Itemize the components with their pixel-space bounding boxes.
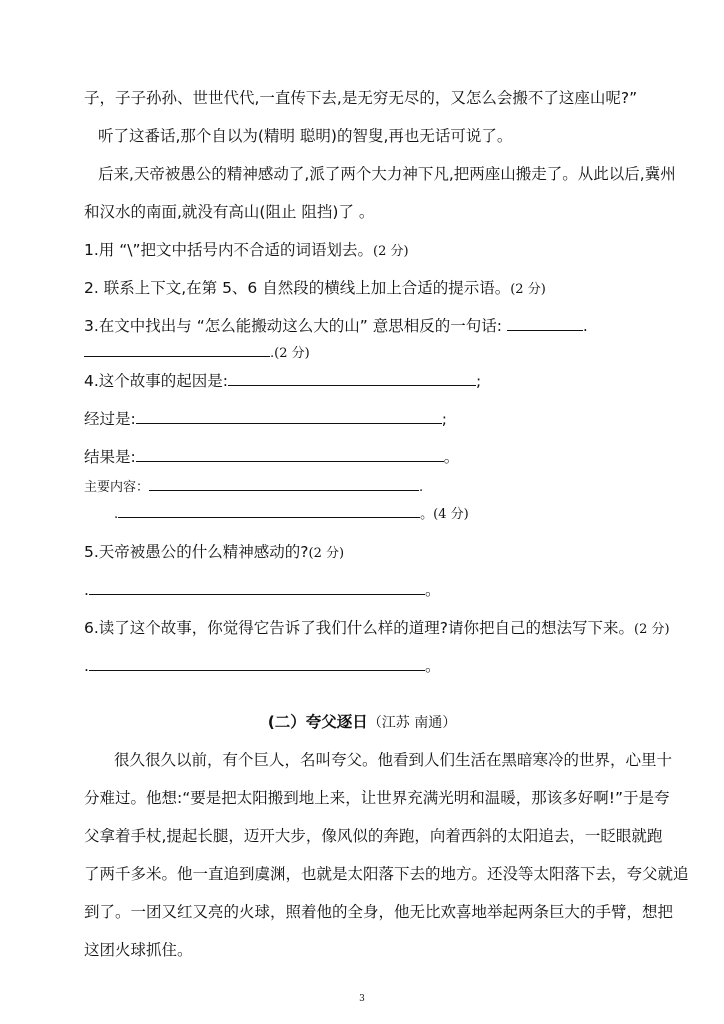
story-line: 这团火球抓住。 — [84, 941, 193, 959]
story-line: 父拿着手杖,提起长腿，迈开大步，像风似的奔跑，向着西斜的太阳追去，一眨眼就跑 — [84, 827, 663, 845]
passage-line: 子，子子孙孙、世世代代,一直传下去,是无穷无尽的，又怎么会搬不了这座山呢?” — [84, 89, 638, 107]
answer-blank[interactable] — [136, 447, 444, 462]
question-4 — [84, 369, 481, 391]
answer-blank[interactable] — [228, 371, 476, 386]
section-heading: (二）夸父逐日 — [267, 713, 368, 731]
punct: . — [419, 480, 424, 495]
punct: ; — [441, 410, 447, 428]
question-6-answer — [84, 654, 440, 676]
question-4-result — [84, 445, 459, 467]
story-line: 分难过。他想:“要是把太阳搬到地上来，让世界充满光明和温暖，那该多好啊!”于是夸 — [84, 789, 670, 807]
question-1 — [84, 238, 409, 260]
passage-line: 后来,天帝被愚公的精神感动了,派了两个大力神下凡,把两座山搬走了。从此以后,冀州 — [98, 165, 676, 183]
page-number: 3 — [359, 994, 365, 1004]
question-3 — [84, 314, 588, 336]
question-6 — [84, 616, 670, 638]
score: (2 分) — [510, 282, 546, 297]
story-line: 了两千多米。他一直追到虞渊，也就是太阳落下去的地方。还没等太阳落下去，夸父就追 — [84, 865, 689, 883]
section-source: （江苏 南通） — [367, 715, 457, 731]
label: 结果是: — [84, 448, 136, 466]
question-text: 2. 联系上下文,在第 5、6 自然段的横线上加上合适的提示语。 — [84, 279, 511, 297]
question-4-main — [84, 476, 423, 495]
answer-blank[interactable] — [149, 478, 419, 491]
punct: . — [84, 581, 89, 599]
passage-line: 和汉水的南面,就没有高山(阻止 阻挡)了 。 — [84, 203, 375, 221]
story-line: 到了。一团又红又亮的火球，照着他的全身，他无比欢喜地举起两条巨大的手臂，想把 — [84, 903, 674, 921]
question-text: 4.这个故事的起因是: — [84, 372, 229, 390]
answer-blank[interactable] — [118, 505, 420, 518]
question-5-answer — [84, 578, 440, 600]
label: 主要内容： — [84, 480, 150, 495]
punct: 。 — [424, 581, 441, 599]
question-4-process — [84, 407, 447, 429]
question-4-main-cont — [114, 503, 469, 522]
question-text: 6.读了这个故事，你觉得它告诉了我们什么样的道理?请你把自己的想法写下来。 — [84, 619, 635, 637]
answer-blank[interactable] — [507, 316, 583, 331]
punct: . — [582, 317, 588, 335]
answer-blank[interactable] — [89, 580, 425, 595]
question-text: 5.天帝被愚公的什么精神感动的? — [84, 543, 309, 561]
score: (2 分) — [308, 546, 345, 561]
story-line: 很久很久以前，有个巨人，名叫夸父。他看到人们生活在黑暗寒冷的世界，心里十 — [114, 751, 673, 769]
passage-line: 听了这番话,那个自以为(精明 聪明)的智叟,再也无话可说了。 — [98, 127, 513, 145]
score: (2 分) — [634, 622, 670, 637]
question-text: 3.在文中找出与 “怎么能搬动这么大的山” 意思相反的一句话: — [84, 317, 502, 335]
punct: ; — [476, 372, 482, 390]
question-2 — [84, 276, 546, 298]
question-3-cont — [84, 342, 310, 361]
punct: . — [84, 657, 89, 675]
section-title — [0, 710, 724, 732]
score: .(2 分) — [270, 346, 310, 361]
question-5 — [84, 540, 344, 562]
punct: 。 — [443, 448, 460, 466]
punct: . — [114, 507, 119, 522]
score: (2 分) — [373, 244, 409, 259]
label: 经过是: — [84, 410, 136, 428]
punct: 。 — [424, 657, 441, 675]
score: 。(4 分) — [420, 507, 469, 522]
question-text: 1.用 “\”把文中括号内不合适的词语划去。 — [84, 241, 373, 259]
answer-blank[interactable] — [89, 656, 425, 671]
answer-blank[interactable] — [136, 409, 442, 424]
answer-blank[interactable] — [84, 342, 270, 357]
